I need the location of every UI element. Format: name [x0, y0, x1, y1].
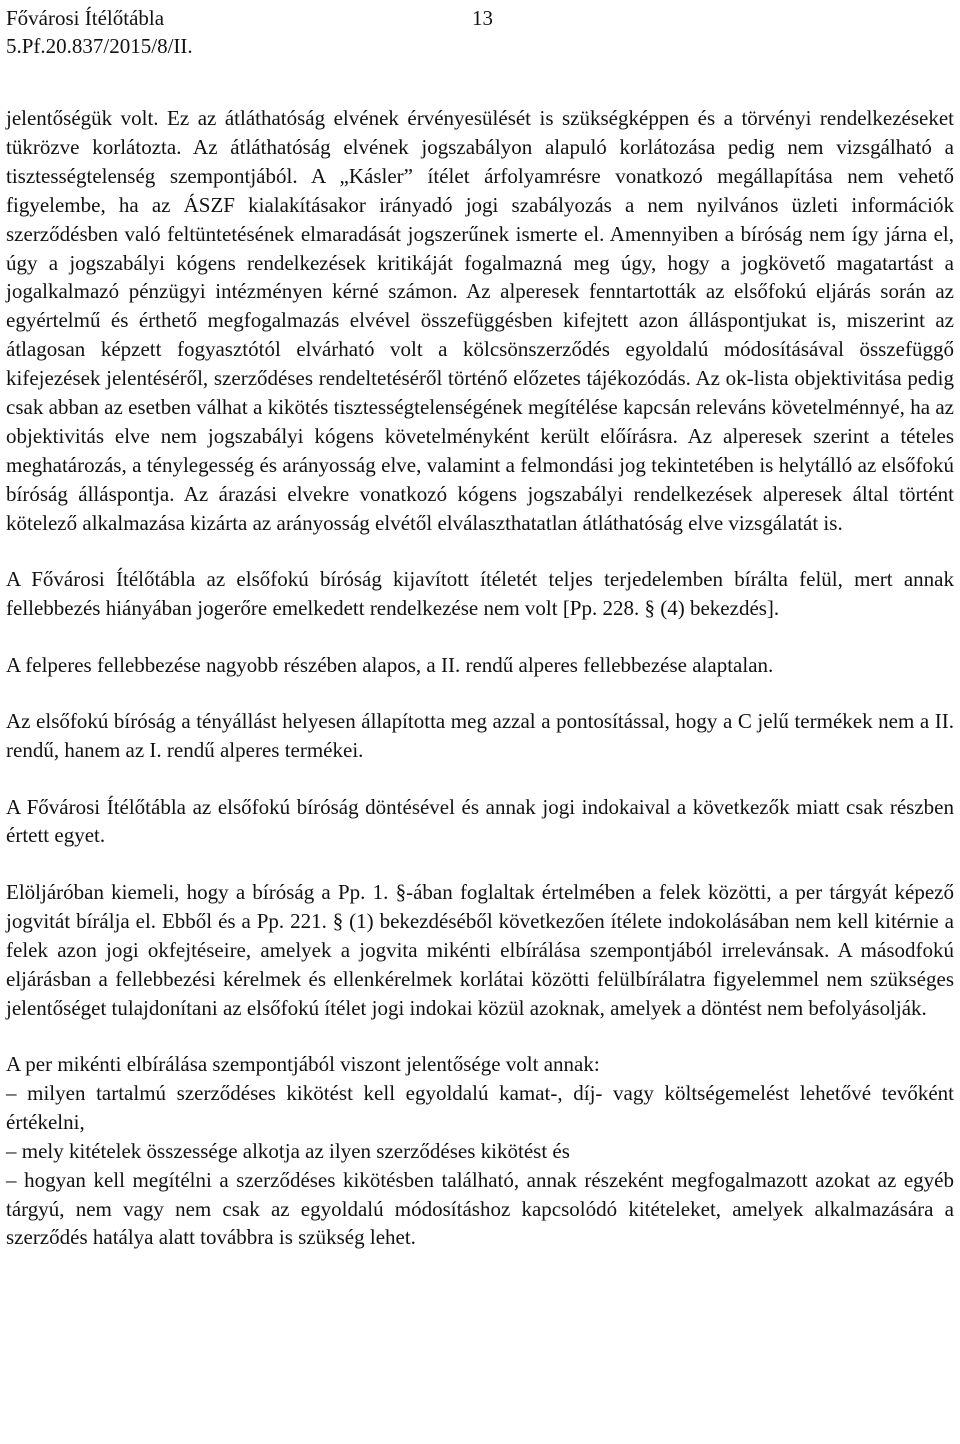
list-item: – milyen tartalmú szerződéses kikötést kell egyoldalú kamat-, díj- vagy költségemelést lehetővé tevőként értékelni, — [6, 1080, 954, 1134]
paragraph: Az elsőfokú bíróság a tényállást helyesen állapította meg azzal a pontosítással, hogy a C jelű termékek nem a II. rendű, hanem az I. rendű alperes termékei. — [6, 709, 954, 762]
court-name: Fővárosi Ítélőtábla — [6, 6, 165, 30]
header-first-line — [6, 4, 493, 32]
paragraph: jelentőségük volt. Ez az átláthatóság elvének érvényesülését is szükségképpen és a törvényi rendelkezéseket tükrözve korlátozta. Az átláthatóság elvének jogszabályon alapuló korlátozása pedig nem vizsgálható a tisztességtelenség szempontjából. A „Kásler” ítélet árfolyamrésre vonatkozó megállapítása nem vehető figyelembe, ha az ÁSZF kialakításakor irányadó jogi szabályozás a nem nyilvános üzleti információk szerződésben való feltüntetésének elmaradását jogszerűnek ismerte el. Amennyiben a bíróság nem így járna el, úgy a jogszabályi kógens rendelkezések kritikáját fogalmazná meg úgy, hogy a jogkövető magatartást a jogalkalmazó pénzügyi intézményen kérné számon. Az alperesek fenntartották az elsőfokú eljárás során az egyértelmű és érthető megfogalmazás elvével összefüggésben kifejtett azon álláspontjukat is, miszerint az átlagosan képzett fogyasztótól elvárható volt a kölcsönszerződés egyoldalú módosításával összefüggő kifejezések jelentéséről, szerződéses rendeltetéséről történő előzetes tájékozódás. Az ok-lista objektivitása pedig csak abban az esetben válhat a kikötés tisztességtelenségének megítélése kapcsán releváns követelménnyé, ha az objektivitás elve nem jogszabályi kógens követelményként került előírásra. Az alperesek szerint a tételes meghatározás, a ténylegesség és arányosság elve, valamint a felmondási jog tekintetében is helytálló az elsőfokú bíróság álláspontja. Az árazási elvekre vonatkozó kógens jogszabályi rendelkezések alperesek által történt kötelező alkalmazása kizárta az arányosság elvétől elválaszthatatlan átláthatóság elve vizsgálatát is. — [6, 106, 954, 535]
document-body — [6, 104, 954, 1252]
paragraph: A Fővárosi Ítélőtábla az elsőfokú bíróság döntésével és annak jogi indokaival a következők miatt csak részben értett egyet. — [6, 794, 954, 848]
paragraph: Elöljáróban kiemeli, hogy a bíróság a Pp. 1. §-ában foglaltak értelmében a felek közötti, a per tárgyát képező jogvitát bírálja el. Ebből és a Pp. 221. § (1) bekezdéséből következően ítélete indokolásában nem kell kitérnie a felek azon jogi okfejtéseire, amelyek a jogvita mikénti elbírálása szempontjából irrelevánsak. A másodfokú eljárásban a fellebbezési kérelmek és ellenkérelmek korlátai közötti felülbírálatra figyelemmel nem szükséges jelentőséget tulajdonítani az elsőfokú ítélet jogi indokai közül azoknak, amelyek a döntést nem befolyásolják. — [6, 879, 954, 1020]
list-item: – mely kitételek összessége alkotja az ilyen szerződéses kikötést és — [6, 1138, 570, 1163]
page-header — [6, 4, 493, 60]
final-section — [6, 1050, 954, 1252]
paragraph: A felperes fellebbezése nagyobb részében alapos, a II. rendű alperes fellebbezése alaptalan. — [6, 652, 774, 677]
paragraph: A Fővárosi Ítélőtábla az elsőfokú bíróság kijavított ítéletét teljes terjedelemben bírálta felül, mert annak fellebbezés hiányában jogerőre emelkedett rendelkezése nem volt [Pp. 228. § (4) bekezdés]. — [6, 567, 954, 621]
case-number: 5.Pf.20.837/2015/8/II. — [6, 34, 193, 58]
page-number: 13 — [472, 6, 493, 30]
list-item: – hogyan kell megítélni a szerződéses kikötésben található, annak részeként megfogalmazott azokat az egyéb tárgyú, nem vagy nem csak az egyoldalú módosításhoz kapcsolódó kitételeket, amelyek alkalmazására a szerződés hatálya alatt továbbra is szükség lehet. — [6, 1167, 954, 1250]
list-intro: A per mikénti elbírálása szempontjából viszont jelentősége volt annak: — [6, 1052, 600, 1077]
